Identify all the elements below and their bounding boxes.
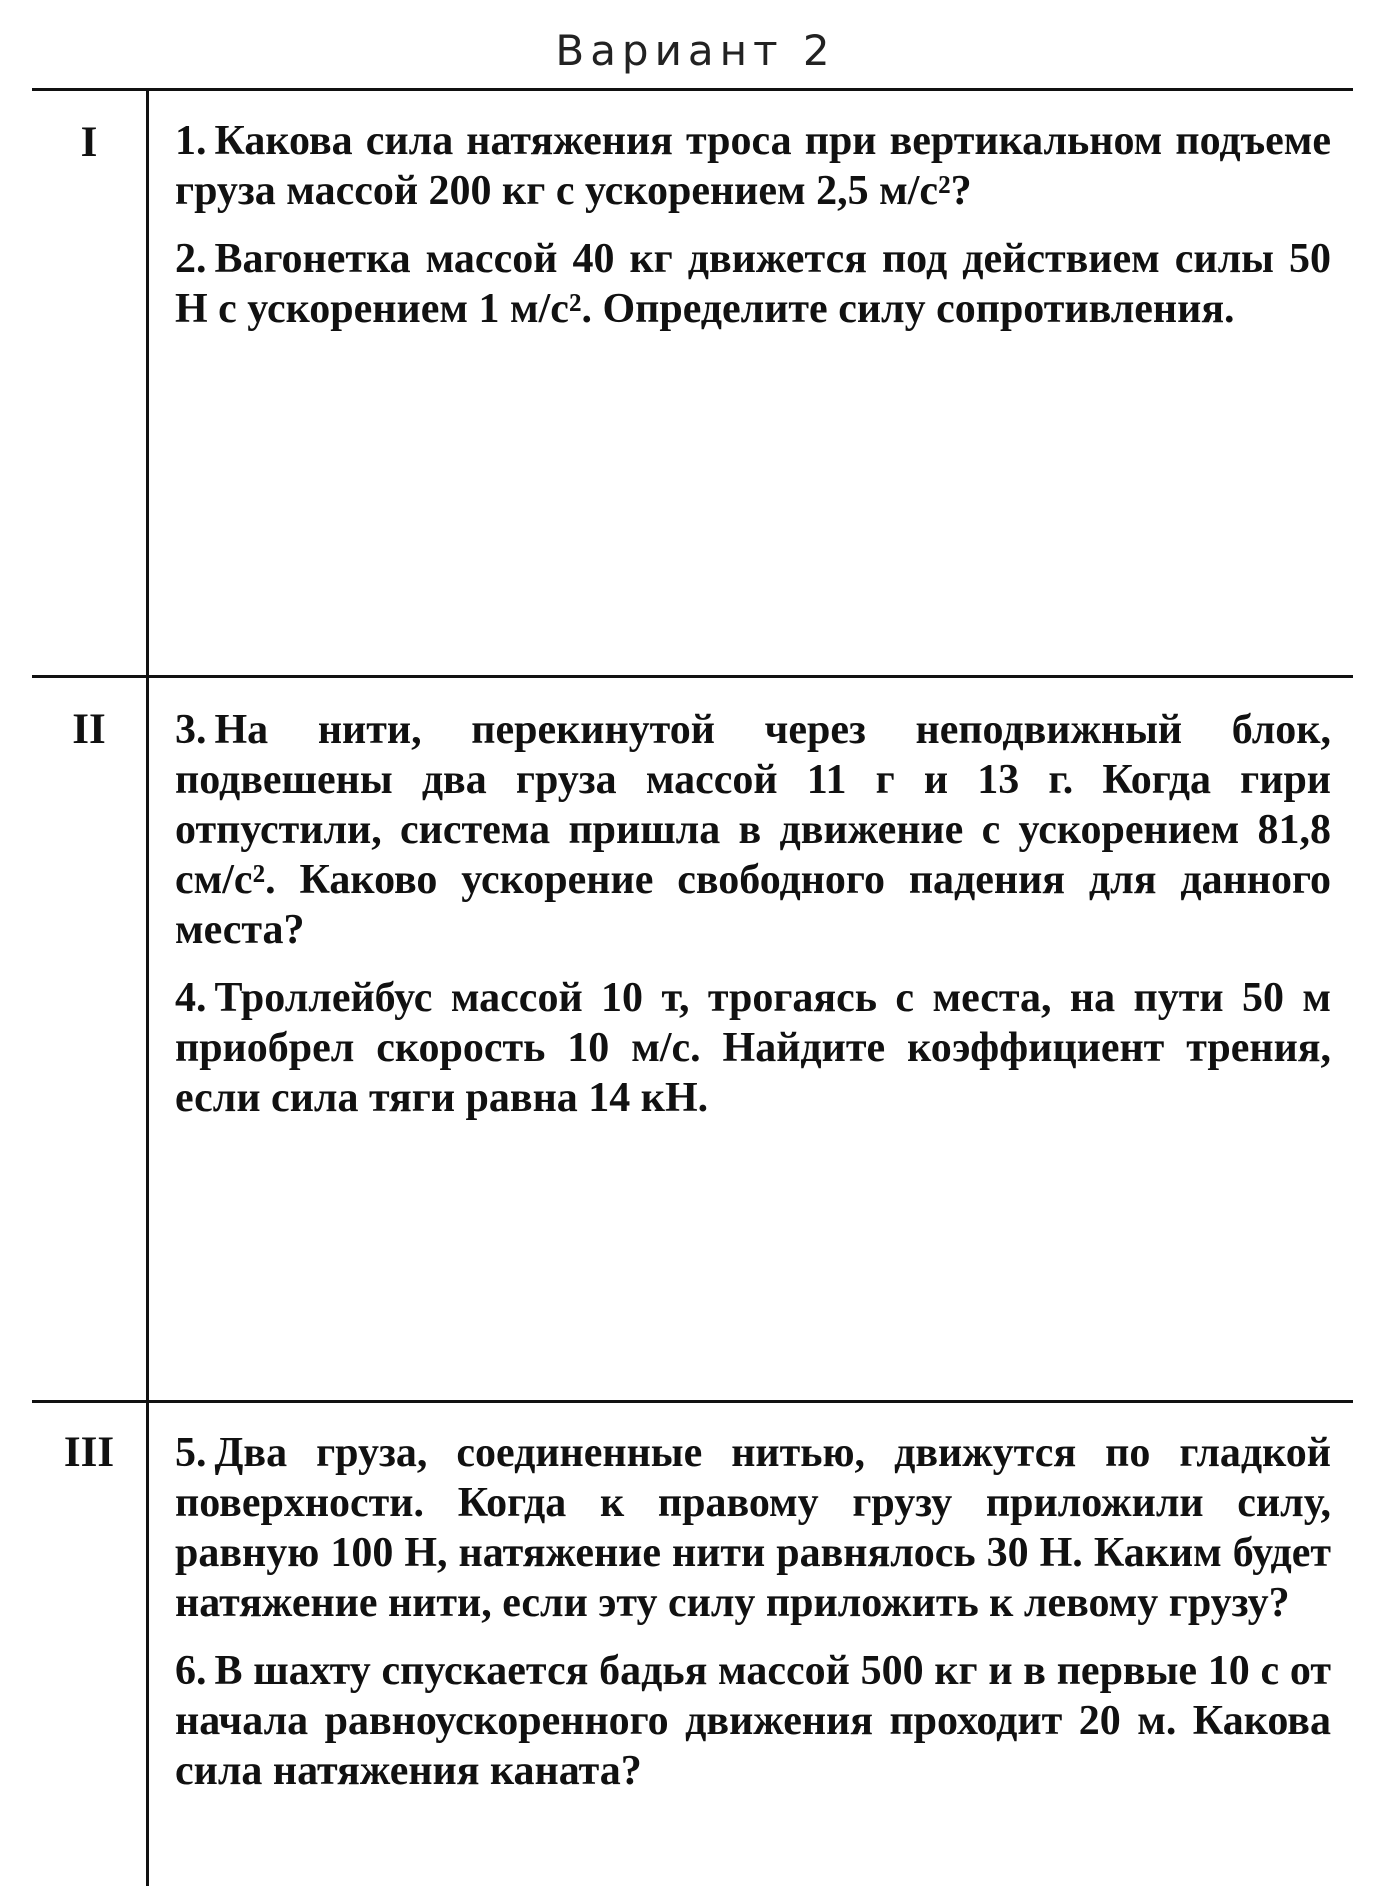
section-level-label: III bbox=[63, 1429, 115, 1476]
problem-number: 1. bbox=[175, 118, 207, 164]
section-2 bbox=[175, 705, 1331, 1141]
section-3 bbox=[175, 1428, 1331, 1814]
table-column-divider bbox=[146, 90, 149, 1886]
problem-number: 5. bbox=[175, 1430, 207, 1476]
problem-5 bbox=[175, 1428, 1331, 1628]
problem-number: 3. bbox=[175, 707, 207, 753]
problem-number: 6. bbox=[175, 1648, 207, 1694]
page-title: Вариант 2 bbox=[555, 26, 836, 75]
section-level-label: I bbox=[80, 119, 98, 166]
problem-text: В шахту спускается бадья массой 500 кг и в первые 10 с от начала равноускоренного движения проходит 20 м. Какова сила натяжения каната? bbox=[175, 1648, 1331, 1794]
problem-3 bbox=[175, 705, 1331, 955]
problem-4 bbox=[175, 973, 1331, 1123]
problem-text: Какова сила натяжения троса при вертикальном подъеме груза массой 200 кг с ускорением 2,5 м/с²? bbox=[175, 118, 1331, 214]
problem-text: Вагонетка массой 40 кг движется под действием силы 50 Н с ускорением 1 м/с². Определите силу сопротивления. bbox=[175, 236, 1331, 332]
problem-text: На нити, перекинутой через неподвижный блок, подвешены два груза массой 11 г и 13 г. Когда гири отпустили, система пришла в движение с ускорением 81,8 см/с². Каково ускорение свободного падения для данного места? bbox=[175, 707, 1331, 953]
problem-2 bbox=[175, 234, 1331, 334]
section-divider bbox=[32, 675, 1353, 678]
problem-6 bbox=[175, 1646, 1331, 1796]
problem-text: Троллейбус массой 10 т, трогаясь с места, на пути 50 м приобрел скорость 10 м/с. Найдите коэффициент трения, если сила тяги равна 14 кН. bbox=[175, 975, 1331, 1121]
section-level-label: II bbox=[72, 706, 106, 753]
section-divider bbox=[32, 1400, 1353, 1403]
section-1 bbox=[175, 116, 1331, 352]
table-top-border bbox=[32, 88, 1353, 91]
problem-1 bbox=[175, 116, 1331, 216]
problem-number: 4. bbox=[175, 975, 207, 1021]
problem-text: Два груза, соединенные нитью, движутся по гладкой поверхности. Когда к правому грузу приложили силу, равную 100 Н, натяжение нити равнялось 30 Н. Каким будет натяжение нити, если эту силу приложить к левому грузу? bbox=[175, 1430, 1331, 1626]
problem-number: 2. bbox=[175, 236, 207, 282]
